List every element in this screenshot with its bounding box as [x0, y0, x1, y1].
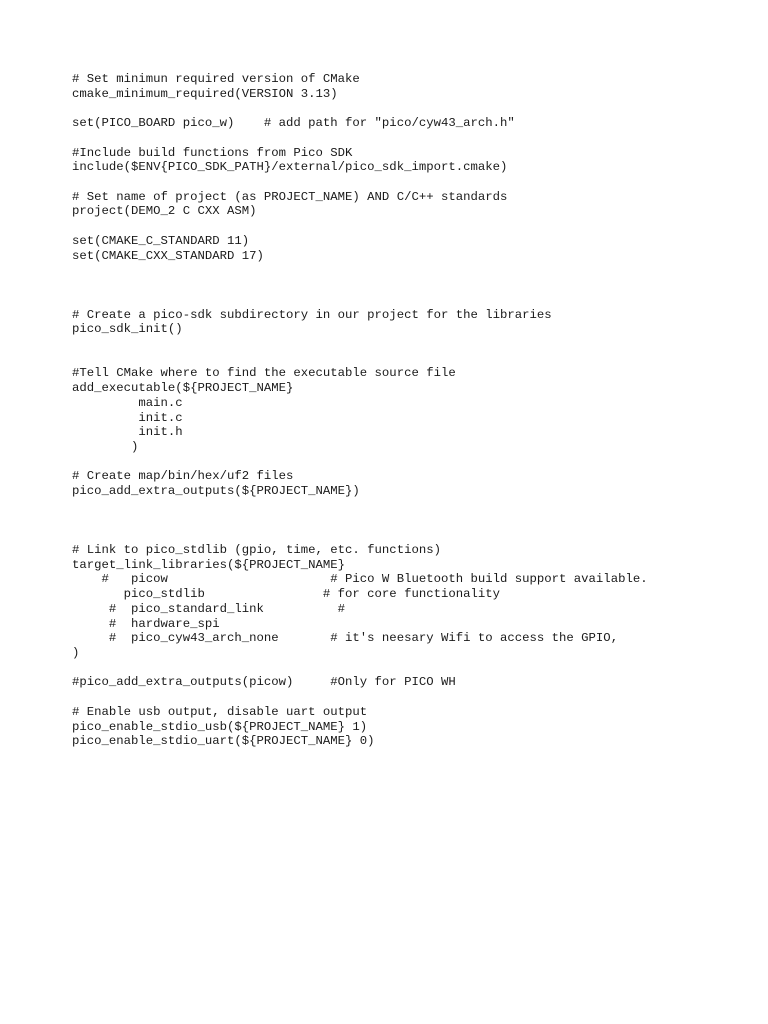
code-line: project(DEMO_2 C CXX ASM) — [72, 204, 257, 219]
code-line — [72, 352, 648, 367]
code-line — [72, 175, 648, 190]
cmake-code-block — [72, 72, 648, 749]
code-line: main.c — [72, 395, 183, 410]
code-line: pico_sdk_init() — [72, 322, 183, 337]
code-line — [72, 131, 648, 146]
code-line — [72, 661, 648, 676]
code-line: pico_enable_stdio_uart(${PROJECT_NAME} 0) — [72, 734, 375, 749]
code-line: set(CMAKE_C_STANDARD 11) — [72, 233, 250, 248]
code-line: # picow # Pico W Bluetooth build support available. — [72, 572, 648, 587]
code-line: pico_enable_stdio_usb(${PROJECT_NAME} 1) — [72, 719, 368, 734]
code-line: init.c — [72, 410, 183, 425]
code-line: #Tell CMake where to find the executable source file — [72, 366, 456, 381]
code-line: init.h — [72, 425, 183, 440]
code-line: target_link_libraries(${PROJECT_NAME} — [72, 557, 346, 572]
code-line: #Include build functions from Pico SDK — [72, 145, 353, 160]
code-line: # pico_cyw43_arch_none # it's neesary Wifi to access the GPIO, — [72, 631, 619, 646]
code-line: # Set name of project (as PROJECT_NAME) AND C/C++ standards — [72, 189, 508, 204]
code-line: # hardware_spi — [72, 616, 220, 631]
code-line: pico_add_extra_outputs(${PROJECT_NAME}) — [72, 484, 360, 499]
code-line: set(PICO_BOARD pico_w) # add path for "pico/cyw43_arch.h" — [72, 116, 515, 131]
code-line: # Create a pico-sdk subdirectory in our project for the libraries — [72, 307, 552, 322]
code-line — [72, 690, 648, 705]
code-line: add_executable(${PROJECT_NAME} — [72, 381, 294, 396]
code-line: # Link to pico_stdlib (gpio, time, etc. functions) — [72, 543, 441, 557]
code-line — [72, 293, 648, 308]
code-line: #pico_add_extra_outputs(picow) #Only for PICO WH — [72, 675, 456, 690]
code-line — [72, 528, 648, 543]
code-line — [72, 499, 648, 514]
code-line: include($ENV{PICO_SDK_PATH}/external/pico_sdk_import.cmake) — [72, 160, 508, 175]
code-line: # Create map/bin/hex/uf2 files — [72, 469, 294, 484]
code-line — [72, 219, 648, 234]
code-line — [72, 278, 648, 293]
code-line — [72, 514, 648, 529]
code-line: cmake_minimum_required(VERSION 3.13) — [72, 86, 338, 101]
code-line: # Set minimun required version of CMake — [72, 72, 360, 86]
code-line — [72, 101, 648, 116]
code-line — [72, 455, 648, 470]
code-line: pico_stdlib # for core functionality — [72, 587, 501, 602]
code-line: ) — [72, 439, 139, 454]
code-line — [72, 263, 648, 278]
code-line: # Enable usb output, disable uart output — [72, 704, 368, 719]
code-line: ) — [72, 646, 80, 661]
code-line — [72, 337, 648, 352]
code-line: set(CMAKE_CXX_STANDARD 17) — [72, 248, 264, 263]
code-line: # pico_standard_link # — [72, 601, 346, 616]
